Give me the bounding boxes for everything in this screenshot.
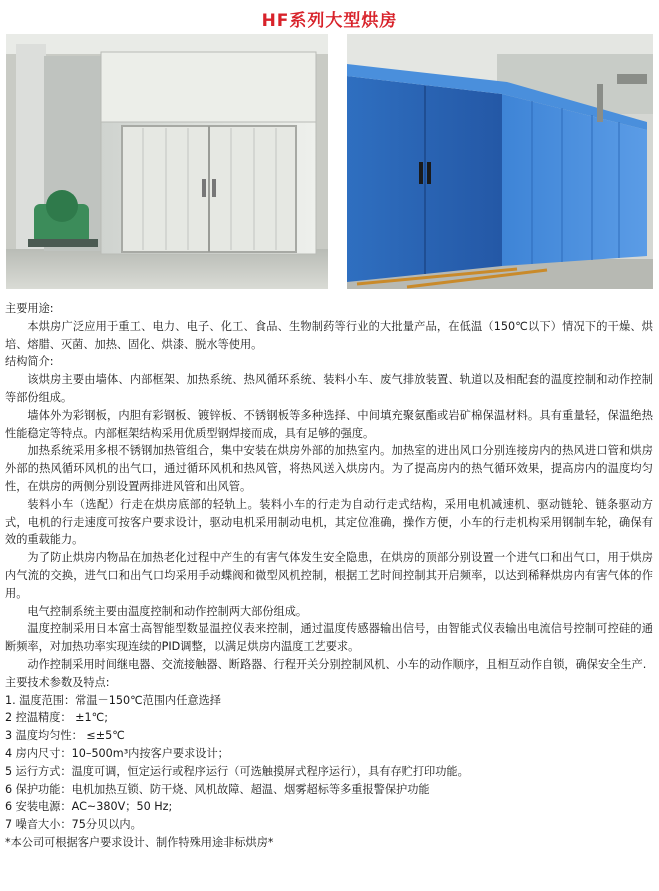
description-text (5, 300, 653, 852)
specs-heading: 主要技术参数及特点: (5, 675, 110, 689)
structure-paragraph: 装料小车（选配）行走在烘房底部的轻轨上。装料小车的行走为自动行走式结构，采用电机减速机、驱动链轮、链条驱动方式，电机的行走速度可按客户要求设计，驱动电机采用制动电机，其定位准确，操作方便，小车的行走机构采用钢制车轮，确保有效的重载能力。 (5, 497, 653, 547)
structure-heading: 结构简介: (5, 355, 54, 369)
structure-paragraph: 电气控制系统主要由温度控制和动作控制两大部份组成。 (27, 604, 308, 618)
spec-item: 1. 温度范围：常温－150℃范围内任意选择 (5, 693, 221, 707)
spec-item: 2 控温精度： ±1℃; (5, 711, 108, 725)
spec-item: 4 房内尺寸：10–500m³内按客户要求设计； (5, 746, 229, 760)
structure-paragraph: 该烘房主要由墙体、内部框架、加热系统、热风循环系统、装料小车、废气排放装置、轨道以及相配套的温度控制和动作控制等部份组成。 (5, 373, 653, 404)
structure-paragraph: 动作控制采用时间继电器、交流接触器、断路器、行程开关分别控制风机、小车的动作顺序，且相互动作自锁，确保安全生产. (27, 657, 647, 671)
purpose-heading: 主要用途: (5, 302, 54, 315)
spec-item: 6 保护功能：电机加热互锁、防干烧、风机故障、超温、烟雾超标等多重报警保护功能 (5, 782, 430, 796)
spec-item: 7 噪音大小：75分贝以内。 (5, 818, 142, 832)
spec-item: 3 温度均匀性： ≤±5℃ (5, 729, 125, 743)
structure-paragraph: 加热系统采用多根不锈钢加热管组合，集中安装在烘房外部的加热室内。加热室的进出风口分别连接房内的热风进口管和烘房外部的热风循环风机的出气口，通过循环风机和热风管，将热风送入烘房内。为了提高房内的热气循环效果，提高房内的温度均匀性，在烘房的两侧分别设置两排进风管和出风管。 (5, 444, 653, 493)
structure-paragraph: 为了防止烘房内物品在加热老化过程中产生的有害气体发生安全隐患，在烘房的顶部分别设置一个进气口和出气口，用于烘房内气流的交换，进气口和出气口均采用手动蝶阀和微型风机控制，根据工艺时间控制其开启频率，以达到稀释烘房内有害气体的作用。 (5, 551, 653, 600)
purpose-paragraph: 本烘房广泛应用于重工、电力、电子、化工、食品、生物制药等行业的大批量产品，在低温（150℃以下）情况下的干燥、烘培、熔腊、灭菌、加热、固化、烘漆、脱水等使用。 (5, 319, 653, 351)
page-title: HF系列大型烘房 (261, 11, 398, 31)
white-drying-room-photo (6, 34, 328, 289)
footnote: *本公司可根据客户要求设计、制作特殊用途非标烘房* (5, 835, 274, 849)
structure-paragraph: 温度控制采用日本富士高智能型数显温控仪表来控制，通过温度传感器输出信号，由智能式仪表输出电流信号控制可控硅的通断频率，对加热功率实现连续的PID调整，以满足烘房内温度工艺要求。 (5, 622, 653, 654)
structure-paragraph: 墙体外为彩钢板，内胆有彩钢板、镀锌板、不锈钢板等多种选择、中间填充聚氨酯或岩矿棉保温材料。具有重量轻，保温绝热性能稳定等特点。内部框架结构采用优质型钢焊接而成，具有足够的强度。 (5, 408, 653, 440)
spec-item: 5 运行方式：温度可调，恒定运行或程序运行（可选触摸屏式程序运行），具有存贮打印功能。 (5, 764, 469, 778)
spec-item: 6 安装电源：AC~380V；50 Hz; (5, 800, 173, 814)
blue-drying-room-photo (347, 34, 653, 289)
